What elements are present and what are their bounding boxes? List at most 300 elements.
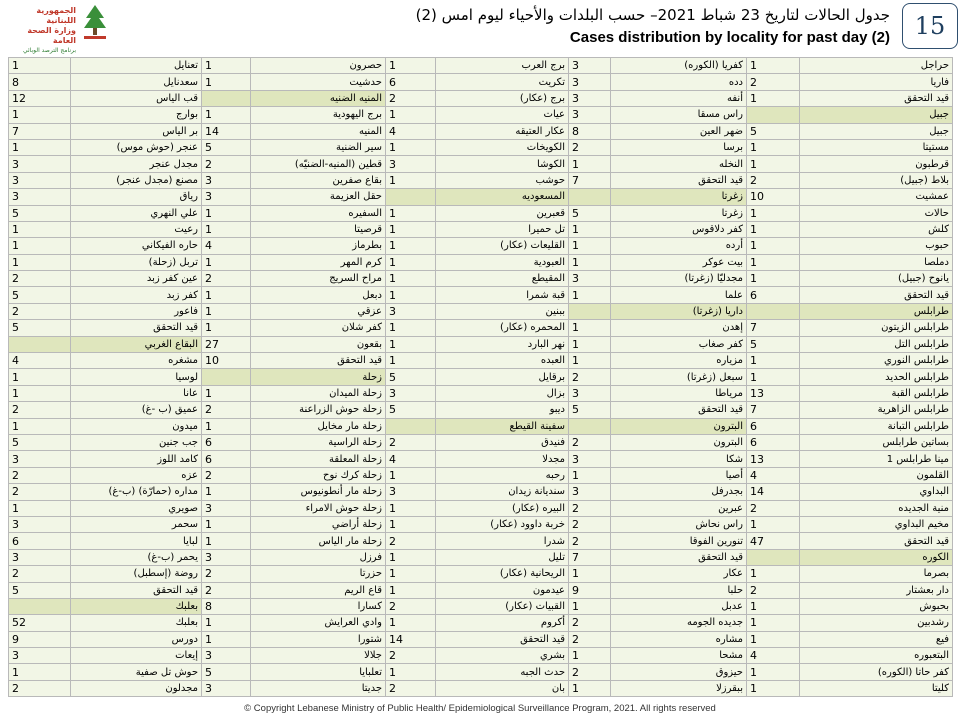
logo-line-program: برنامج الترصد الوبائي <box>22 47 76 54</box>
locality-cell: حصرون <box>251 58 386 74</box>
case-count-cell: 1 <box>202 533 251 549</box>
locality-cell: مزياره <box>611 353 747 369</box>
ministry-logo-text <box>14 6 76 56</box>
locality-cell: فرزل <box>251 549 386 565</box>
locality-cell: جب جنين <box>71 434 202 450</box>
locality-cell: شتورا <box>251 631 386 647</box>
locality-cell: مرياطا <box>611 385 747 401</box>
table-row <box>9 402 953 418</box>
locality-cell: كفر صغاب <box>611 336 747 352</box>
locality-cell: زحلة مار أنطونيوس <box>251 484 386 500</box>
case-count-cell: 3 <box>569 271 611 287</box>
case-count-cell: 9 <box>9 631 71 647</box>
case-count-cell: 2 <box>569 533 611 549</box>
locality-cell: علي النهري <box>71 205 202 221</box>
locality-cell: زحلة حوش الزراعنة <box>251 402 386 418</box>
case-count-cell: 1 <box>386 615 436 631</box>
case-count-cell: 1 <box>202 385 251 401</box>
case-count-cell: 1 <box>386 254 436 270</box>
locality-cell: طرابلس القبة <box>800 385 953 401</box>
locality-cell: قيد التحقق <box>251 353 386 369</box>
table-row <box>9 598 953 614</box>
locality-cell: بعلبك <box>71 615 202 631</box>
case-count-cell <box>9 598 71 614</box>
case-count-cell: 2 <box>386 598 436 614</box>
table-row <box>9 58 953 74</box>
locality-cell: بحبوش <box>800 598 953 614</box>
locality-cell: المقيطع <box>436 271 569 287</box>
locality-cell: دار بعشتار <box>800 582 953 598</box>
locality-cell: عزقي <box>251 303 386 319</box>
case-count-cell: 2 <box>386 434 436 450</box>
locality-cell: شكا <box>611 451 747 467</box>
case-count-cell: 2 <box>747 500 800 516</box>
case-count-cell: 1 <box>569 467 611 483</box>
case-count-cell: 1 <box>386 353 436 369</box>
table-row <box>9 500 953 516</box>
case-count-cell: 7 <box>569 172 611 188</box>
case-count-cell: 1 <box>386 139 436 155</box>
locality-cell: طرابلس الزاهرية <box>800 402 953 418</box>
case-count-cell: 2 <box>569 139 611 155</box>
case-count-cell: 1 <box>386 582 436 598</box>
locality-cell: حقل العزيمة <box>251 189 386 205</box>
locality-cell: كليتا <box>800 680 953 696</box>
case-count-cell: 1 <box>202 58 251 74</box>
case-count-cell: 5 <box>9 205 71 221</box>
case-count-cell: 6 <box>9 533 71 549</box>
case-count-cell <box>747 549 800 565</box>
locality-cell: عنجر (حوش موس) <box>71 139 202 155</box>
locality-cell: طرابلس التبانة <box>800 418 953 434</box>
locality-cell: قعبرين <box>436 205 569 221</box>
case-count-cell: 1 <box>386 287 436 303</box>
locality-cell: مينا طرابلس 1 <box>800 451 953 467</box>
locality-cell: السفيره <box>251 205 386 221</box>
case-count-cell: 1 <box>202 221 251 237</box>
locality-cell: مجدليّا (زغرتا) <box>611 271 747 287</box>
locality-cell: طرابلس النوري <box>800 353 953 369</box>
table-row <box>9 484 953 500</box>
case-count-cell: 2 <box>202 271 251 287</box>
locality-cell: القلمون <box>800 467 953 483</box>
locality-cell: كامد اللوز <box>71 451 202 467</box>
locality-cell: قيد التحقق <box>436 631 569 647</box>
locality-cell: مستيتا <box>800 139 953 155</box>
locality-cell: النخله <box>611 156 747 172</box>
locality-cell: قاع الريم <box>251 582 386 598</box>
case-count-cell: 1 <box>386 205 436 221</box>
case-count-cell: 2 <box>386 680 436 696</box>
table-row <box>9 467 953 483</box>
locality-cell: طرابلس الزيتون <box>800 320 953 336</box>
locality-cell: حيزوق <box>611 664 747 680</box>
locality-cell: عيات <box>436 107 569 123</box>
page-number-badge: 15 <box>902 3 958 49</box>
locality-cell: زحلة مار الياس <box>251 533 386 549</box>
case-count-cell: 1 <box>747 254 800 270</box>
locality-cell: لوسيا <box>71 369 202 385</box>
locality-cell: تنورين الفوقا <box>611 533 747 549</box>
case-count-cell: 1 <box>569 648 611 664</box>
locality-cell: قيد التحقق <box>611 172 747 188</box>
case-count-cell: 5 <box>747 123 800 139</box>
case-count-cell: 1 <box>747 271 800 287</box>
case-count-cell: 14 <box>386 631 436 647</box>
case-count-cell: 1 <box>747 631 800 647</box>
case-count-cell: 3 <box>9 549 71 565</box>
case-count-cell: 2 <box>569 516 611 532</box>
locality-cell: راس نحاش <box>611 516 747 532</box>
table-row <box>9 172 953 188</box>
case-count-cell: 2 <box>9 271 71 287</box>
case-count-cell: 4 <box>386 123 436 139</box>
locality-cell: زحلة كرك نوح <box>251 467 386 483</box>
locality-cell: جديتا <box>251 680 386 696</box>
case-count-cell: 1 <box>9 139 71 155</box>
locality-cell: قيد التحقق <box>611 549 747 565</box>
table-row <box>9 664 953 680</box>
locality-cell: أكروم <box>436 615 569 631</box>
case-count-cell: 1 <box>747 369 800 385</box>
logo-line-republic: الجمهورية اللبنانية <box>36 6 76 25</box>
table-row <box>9 336 953 352</box>
locality-cell: مراح السريج <box>251 271 386 287</box>
locality-cell: مشاره <box>611 631 747 647</box>
case-count-cell: 5 <box>202 664 251 680</box>
case-count-cell <box>9 336 71 352</box>
case-count-cell: 2 <box>747 582 800 598</box>
locality-cell: فاريا <box>800 74 953 90</box>
locality-cell: العبده <box>436 353 569 369</box>
locality-cell: العبودية <box>436 254 569 270</box>
locality-cell: لبايا <box>71 533 202 549</box>
case-count-cell: 1 <box>386 549 436 565</box>
cedar-icon <box>82 4 108 40</box>
case-count-cell: 6 <box>202 451 251 467</box>
locality-cell: عكار العتيقه <box>436 123 569 139</box>
case-count-cell: 5 <box>9 434 71 450</box>
locality-cell: قبة شمرا <box>436 287 569 303</box>
locality-cell: جديده الجومه <box>611 615 747 631</box>
case-count-cell: 1 <box>386 271 436 287</box>
logo-line-ministry: وزارة الصحة العامة <box>27 26 76 45</box>
locality-cell: عبرين <box>611 500 747 516</box>
locality-cell: سير الضنية <box>251 139 386 155</box>
case-count-cell: 3 <box>386 385 436 401</box>
locality-cell: عين كفر زبد <box>71 271 202 287</box>
locality-cell: البترون <box>611 418 747 434</box>
locality-cell: زحلة مار مخايل <box>251 418 386 434</box>
locality-cell: البداوي <box>800 484 953 500</box>
case-count-cell: 1 <box>747 58 800 74</box>
case-count-cell: 1 <box>747 90 800 106</box>
locality-cell: سفينة القيطع <box>436 418 569 434</box>
locality-cell: طرابلس الحديد <box>800 369 953 385</box>
case-count-cell: 1 <box>386 172 436 188</box>
case-count-cell <box>569 303 611 319</box>
case-count-cell: 4 <box>747 648 800 664</box>
locality-cell: البترون <box>611 434 747 450</box>
locality-cell: تل حميرا <box>436 221 569 237</box>
case-count-cell: 8 <box>202 598 251 614</box>
case-count-cell: 5 <box>747 336 800 352</box>
case-count-cell: 1 <box>747 680 800 696</box>
case-count-cell: 3 <box>569 90 611 106</box>
case-count-cell: 1 <box>202 254 251 270</box>
case-count-cell: 2 <box>202 582 251 598</box>
locality-cell: راس مسقا <box>611 107 747 123</box>
table-row <box>9 221 953 237</box>
locality-cell: حوشب <box>436 172 569 188</box>
case-count-cell: 1 <box>747 353 800 369</box>
locality-cell: خربة داوود (عكار) <box>436 516 569 532</box>
case-count-cell: 6 <box>747 287 800 303</box>
case-count-cell: 2 <box>569 500 611 516</box>
locality-cell: عزه <box>71 467 202 483</box>
locality-cell: كفريا (الكوره) <box>611 58 747 74</box>
case-count-cell: 1 <box>9 369 71 385</box>
locality-cell: الكوره <box>800 549 953 565</box>
locality-cell: عدبل <box>611 598 747 614</box>
table-row <box>9 205 953 221</box>
locality-cell: زغرتا <box>611 205 747 221</box>
locality-cell: القليعات (عكار) <box>436 238 569 254</box>
locality-cell: جبيل <box>800 107 953 123</box>
locality-cell: زحلة حوش الامراء <box>251 500 386 516</box>
case-count-cell: 1 <box>747 139 800 155</box>
case-count-cell: 1 <box>202 107 251 123</box>
case-count-cell: 6 <box>386 74 436 90</box>
locality-cell: شدرا <box>436 533 569 549</box>
locality-cell: برسا <box>611 139 747 155</box>
case-count-cell: 2 <box>202 402 251 418</box>
locality-cell: البيره (عكار) <box>436 500 569 516</box>
locality-cell: زحلة <box>251 369 386 385</box>
case-count-cell: 5 <box>386 369 436 385</box>
locality-cell: عميق (ب -غ) <box>71 402 202 418</box>
locality-cell: مداره (حمارّة) (ب-غ) <box>71 484 202 500</box>
case-count-cell: 1 <box>569 287 611 303</box>
locality-cell: ديبو <box>436 402 569 418</box>
locality-cell: يانوح (جبيل) <box>800 271 953 287</box>
case-count-cell: 2 <box>569 664 611 680</box>
table-row <box>9 582 953 598</box>
case-count-cell: 3 <box>386 484 436 500</box>
locality-cell: تعنايل <box>71 58 202 74</box>
case-count-cell: 1 <box>202 74 251 90</box>
locality-cell: قيد التحقق <box>800 533 953 549</box>
locality-cell: كفر دلاقوس <box>611 221 747 237</box>
case-count-cell <box>569 418 611 434</box>
table-row <box>9 238 953 254</box>
case-count-cell: 13 <box>747 451 800 467</box>
case-count-cell: 4 <box>747 467 800 483</box>
case-count-cell: 10 <box>202 353 251 369</box>
locality-cell: سحمر <box>71 516 202 532</box>
table-row <box>9 418 953 434</box>
case-count-cell: 1 <box>9 221 71 237</box>
locality-cell: روضة (إسطبل) <box>71 566 202 582</box>
case-count-cell: 6 <box>747 418 800 434</box>
case-count-cell: 1 <box>569 238 611 254</box>
locality-cell: وادي العرايش <box>251 615 386 631</box>
table-row <box>9 287 953 303</box>
locality-cell: بيت عوكر <box>611 254 747 270</box>
locality-cell: دورس <box>71 631 202 647</box>
case-count-cell: 1 <box>569 320 611 336</box>
locality-cell: يحمر (ب-غ) <box>71 549 202 565</box>
locality-cell: الريحانية (عكار) <box>436 566 569 582</box>
case-count-cell: 2 <box>9 303 71 319</box>
table-row <box>9 254 953 270</box>
locality-cell: صويري <box>71 500 202 516</box>
table-row <box>9 369 953 385</box>
case-count-cell: 5 <box>569 205 611 221</box>
locality-cell: مجدلون <box>71 680 202 696</box>
case-count-cell: 3 <box>386 156 436 172</box>
locality-cell: أرده <box>611 238 747 254</box>
locality-cell: برج (عكار) <box>436 90 569 106</box>
locality-cell: المسعوديه <box>436 189 569 205</box>
case-count-cell: 3 <box>569 385 611 401</box>
locality-cell: زحلة أراضي <box>251 516 386 532</box>
case-count-cell: 3 <box>386 303 436 319</box>
table-row <box>9 156 953 172</box>
locality-cell: تعلبايا <box>251 664 386 680</box>
case-count-cell: 3 <box>9 156 71 172</box>
case-count-cell: 1 <box>202 287 251 303</box>
locality-cell: حراجل <box>800 58 953 74</box>
locality-cell: رشدبين <box>800 615 953 631</box>
locality-cell: بزال <box>436 385 569 401</box>
locality-cell: قيد التحقق <box>800 287 953 303</box>
case-count-cell: 1 <box>9 500 71 516</box>
table-row <box>9 566 953 582</box>
case-count-cell: 27 <box>202 336 251 352</box>
locality-cell: مجدل عنجر <box>71 156 202 172</box>
locality-cell: عيدمون <box>436 582 569 598</box>
case-count-cell: 3 <box>202 680 251 696</box>
case-count-cell: 2 <box>9 467 71 483</box>
locality-cell: ببقرزلا <box>611 680 747 696</box>
case-count-cell: 1 <box>9 418 71 434</box>
locality-cell: ميدون <box>71 418 202 434</box>
case-count-cell: 52 <box>9 615 71 631</box>
case-count-cell: 1 <box>9 664 71 680</box>
locality-cell: زحلة المعلقة <box>251 451 386 467</box>
locality-cell: تليل <box>436 549 569 565</box>
case-count-cell: 2 <box>569 434 611 450</box>
locality-cell: برج اليهودية <box>251 107 386 123</box>
case-count-cell: 1 <box>569 221 611 237</box>
case-count-cell: 2 <box>202 156 251 172</box>
case-count-cell: 1 <box>386 320 436 336</box>
table-row <box>9 271 953 287</box>
locality-cell: كفر شلان <box>251 320 386 336</box>
case-count-cell: 1 <box>569 156 611 172</box>
case-count-cell: 3 <box>202 648 251 664</box>
case-count-cell: 1 <box>386 107 436 123</box>
case-count-cell: 1 <box>202 205 251 221</box>
case-count-cell: 2 <box>747 74 800 90</box>
locality-cell: القبيات (عكار) <box>436 598 569 614</box>
locality-cell: كفر زبد <box>71 287 202 303</box>
case-count-cell: 1 <box>747 664 800 680</box>
case-count-cell: 3 <box>202 172 251 188</box>
locality-cell: داريا (زغرتا) <box>611 303 747 319</box>
case-count-cell: 1 <box>386 58 436 74</box>
locality-cell: رياق <box>71 189 202 205</box>
locality-cell: زحلة الميدان <box>251 385 386 401</box>
table-row <box>9 516 953 532</box>
table-row <box>9 451 953 467</box>
table-row <box>9 320 953 336</box>
case-count-cell: 1 <box>202 418 251 434</box>
case-count-cell: 1 <box>9 385 71 401</box>
case-count-cell: 1 <box>569 566 611 582</box>
case-count-cell: 2 <box>569 615 611 631</box>
case-count-cell: 3 <box>9 451 71 467</box>
case-count-cell: 14 <box>747 484 800 500</box>
case-count-cell: 5 <box>9 287 71 303</box>
locality-cell: بوارج <box>71 107 202 123</box>
table-row <box>9 631 953 647</box>
case-count-cell: 1 <box>747 156 800 172</box>
locality-cell: إهدن <box>611 320 747 336</box>
case-count-cell: 1 <box>747 598 800 614</box>
ministry-logo <box>6 4 116 54</box>
locality-cell: جلالا <box>251 648 386 664</box>
locality-cell: الكويخات <box>436 139 569 155</box>
locality-cell: بساتين طرابلس <box>800 434 953 450</box>
case-count-cell: 2 <box>386 533 436 549</box>
case-count-cell: 3 <box>569 484 611 500</box>
locality-cell: فاعور <box>71 303 202 319</box>
case-count-cell: 2 <box>9 566 71 582</box>
case-count-cell: 1 <box>9 107 71 123</box>
case-count-cell: 1 <box>386 221 436 237</box>
case-count-cell: 5 <box>9 582 71 598</box>
case-count-cell: 1 <box>386 516 436 532</box>
locality-cell: قيد التحقق <box>71 320 202 336</box>
case-count-cell: 3 <box>202 549 251 565</box>
case-count-cell: 1 <box>569 598 611 614</box>
locality-cell: تكريت <box>436 74 569 90</box>
locality-cell: عكار <box>611 566 747 582</box>
locality-cell: بقعون <box>251 336 386 352</box>
case-count-cell: 5 <box>9 320 71 336</box>
case-count-cell: 2 <box>9 402 71 418</box>
case-count-cell <box>747 303 800 319</box>
locality-cell: قيد التحقق <box>611 402 747 418</box>
copyright-footer: © Copyright Lebanese Ministry of Public Health/ Epidemiological Surveillance Program, 2021. All rights reserved <box>244 703 716 714</box>
table-row <box>9 648 953 664</box>
case-count-cell: 1 <box>202 615 251 631</box>
case-count-cell: 1 <box>747 566 800 582</box>
case-count-cell: 4 <box>202 238 251 254</box>
locality-cell: مصنع (مجدل عنجر) <box>71 172 202 188</box>
case-count-cell: 2 <box>202 566 251 582</box>
case-count-cell: 1 <box>9 238 71 254</box>
case-count-cell <box>202 369 251 385</box>
table-row <box>9 74 953 90</box>
locality-cell: سبعل (زغرتا) <box>611 369 747 385</box>
table-row <box>9 549 953 565</box>
table-row <box>9 303 953 319</box>
case-count-cell: 4 <box>9 353 71 369</box>
case-count-cell: 3 <box>569 74 611 90</box>
